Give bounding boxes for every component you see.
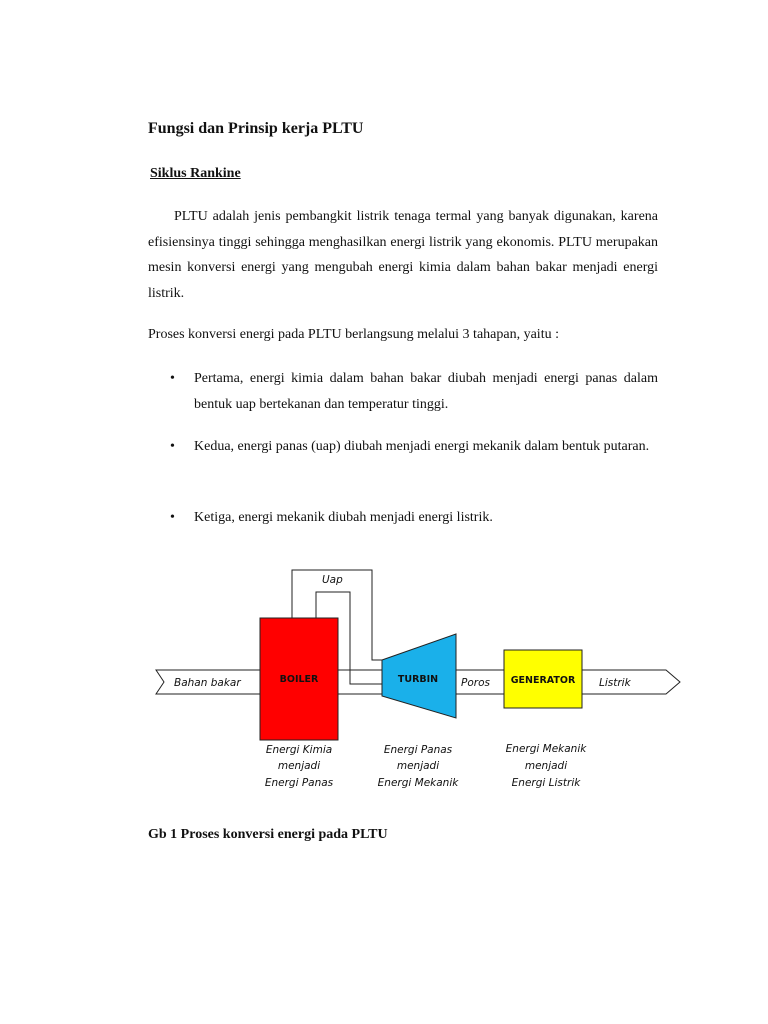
section-subtitle: Siklus Rankine <box>150 166 241 181</box>
label-poros: Poros <box>461 677 490 689</box>
generator-desc-line1: Energi Mekanik <box>505 743 587 755</box>
label-uap: Uap <box>322 574 343 586</box>
generator-desc-line3: Energi Listrik <box>511 777 581 789</box>
label-listrik: Listrik <box>599 677 631 689</box>
figure-caption: Gb 1 Proses konversi energi pada PLTU <box>148 827 388 842</box>
label-bahan-bakar: Bahan bakar <box>174 677 241 689</box>
paragraph-stages: Proses konversi energi pada PLTU berlangsung melalui 3 tahapan, yaitu : <box>148 327 559 342</box>
page-title: Fungsi dan Prinsip kerja PLTU <box>148 120 364 137</box>
boiler-desc-line3: Energi Panas <box>264 777 334 789</box>
turbin-desc-line2: menjadi <box>396 760 440 772</box>
boiler-desc-line2: menjadi <box>277 760 321 772</box>
bullet-dot-icon: • <box>170 510 175 525</box>
turbin-desc-line3: Energi Mekanik <box>377 777 459 789</box>
boiler-label: BOILER <box>279 674 319 685</box>
bullet-dot-icon: • <box>170 439 175 454</box>
turbin-desc-line1: Energi Panas <box>383 744 453 756</box>
list-item-text: Pertama, energi kimia dalam bahan bakar diubah menjadi energi panas dalam bentuk uap bertekanan dan temperatur tinggi. <box>194 371 658 412</box>
list-item-text: Ketiga, energi mekanik diubah menjadi energi listrik. <box>194 510 493 525</box>
boiler-desc-line1: Energi Kimia <box>265 744 333 756</box>
generator-label: GENERATOR <box>510 675 576 686</box>
bullet-dot-icon: • <box>170 371 175 386</box>
pltu-process-diagram <box>150 566 690 802</box>
turbin-label: TURBIN <box>397 674 439 685</box>
paragraph-intro: PLTU adalah jenis pembangkit listrik tenaga termal yang banyak digunakan, karena efisiensinya tinggi sehingga menghasilkan energi listrik yang ekonomis. PLTU merupakan mesin konversi energi yang mengubah energi kimia dalam bahan bakar menjadi energi listrik. <box>148 209 658 301</box>
generator-desc-line2: menjadi <box>524 760 568 772</box>
list-item-text: Kedua, energi panas (uap) diubah menjadi energi mekanik dalam bentuk putaran. <box>194 439 650 454</box>
